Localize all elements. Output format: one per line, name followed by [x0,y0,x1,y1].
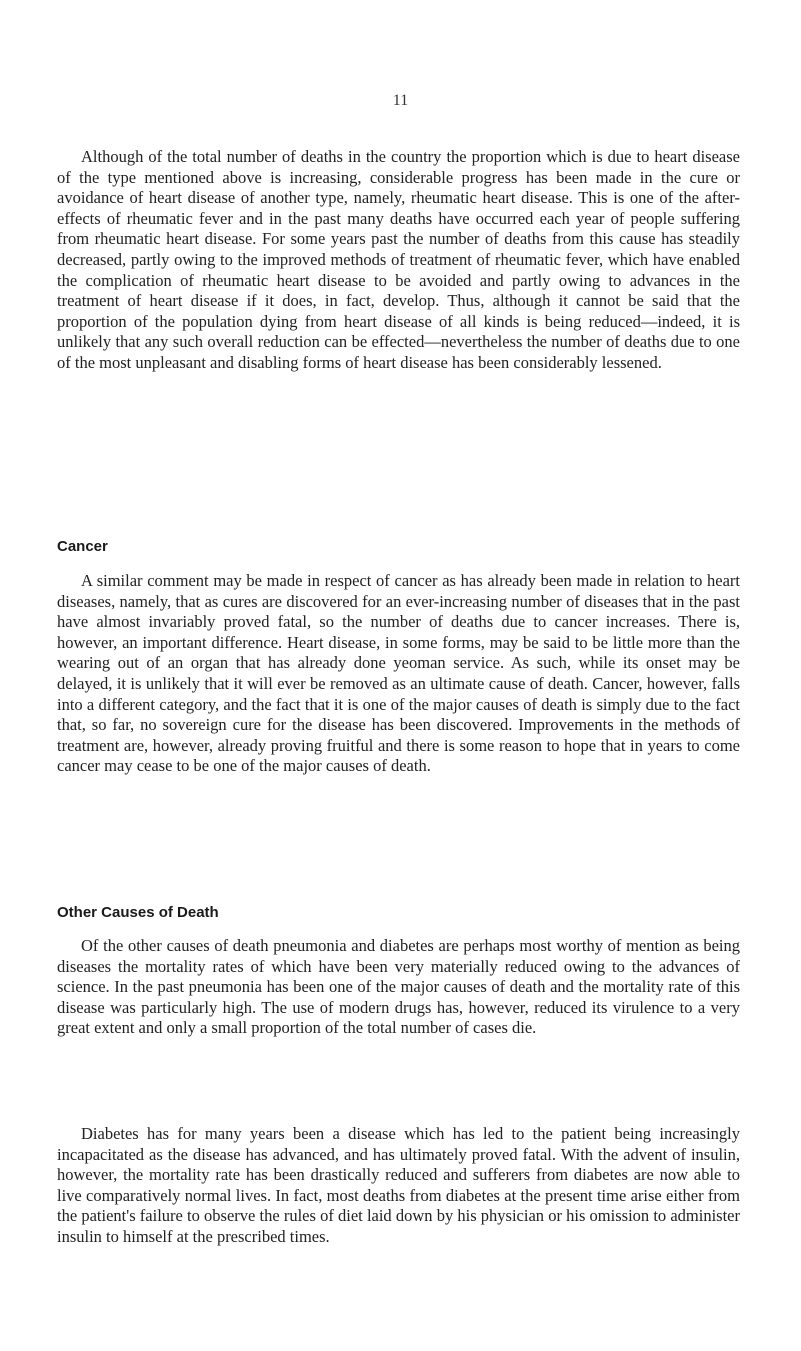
page-number: 11 [392,92,409,109]
pneumonia-paragraph: Of the other causes of death pneumonia and diabetes are perhaps most worthy of mention as being diseases the mortality rates of which have been very materially reduced owing to the advances of science. In the past pneumonia has been one of the major causes of death and the mortality rate of this disease was particularly high. The use of modern drugs has, however, reduced its virulence to a very great extent and only a small proportion of the total number of cases die. [57,936,740,1038]
intro-paragraph: Although of the total number of deaths in the country the proportion which is due to heart disease of the type mentioned above is increasing, considerable progress has been made in the cure or avoidance of heart disease of another type, namely, rheumatic heart disease. This is one of the after-effects of rheumatic fever and in the past many deaths have occurred each year of people suffering from rheumatic heart disease. For some years past the number of deaths from this cause has steadily decreased, partly owing to the improved methods of treatment of rheumatic fever, which have enabled the complication of rheumatic heart disease to be avoided and partly owing to advances in the treatment of heart disease if it does, in fact, develop. Thus, although it cannot be said that the proportion of the population dying from heart disease of all kinds is being reduced—indeed, it is unlikely that any such overall reduction can be effected—nevertheless the number of deaths due to one of the most unpleasant and disabling forms of heart disease has been considerably lessened. [57,147,740,372]
diabetes-paragraph: Diabetes has for many years been a disease which has led to the patient being increasingly incapacitated as the disease has advanced, and has ultimately proved fatal. With the advent of insulin, however, the mortality rate has been drastically reduced and sufferers from diabetes are now able to live comparatively normal lives. In fact, most deaths from diabetes at the present time arise either from the patient's failure to observe the rules of diet laid down by his physician or his omission to administer insulin to himself at the prescribed times. [57,1124,740,1246]
cancer-heading: Cancer [57,538,108,555]
other-causes-heading: Other Causes of Death [57,904,219,921]
cancer-paragraph: A similar comment may be made in respect of cancer as has already been made in relation to heart diseases, namely, that as cures are discovered for an ever-increasing number of diseases that in the past have almost invariably proved fatal, so the number of deaths due to cancer increases. There is, however, an important difference. Heart disease, in some forms, may be said to be little more than the wearing out of an organ that has already done yeoman service. As such, while its onset may be delayed, it is unlikely that it will ever be removed as an ultimate cause of death. Cancer, however, falls into a different category, and the fact that it is one of the major causes of death is simply due to the fact that, so far, no sovereign cure for the disease has been discovered. Improvements in the methods of treatment are, however, already proving fruitful and there is some reason to hope that in years to come cancer may cease to be one of the major causes of death. [57,571,740,776]
